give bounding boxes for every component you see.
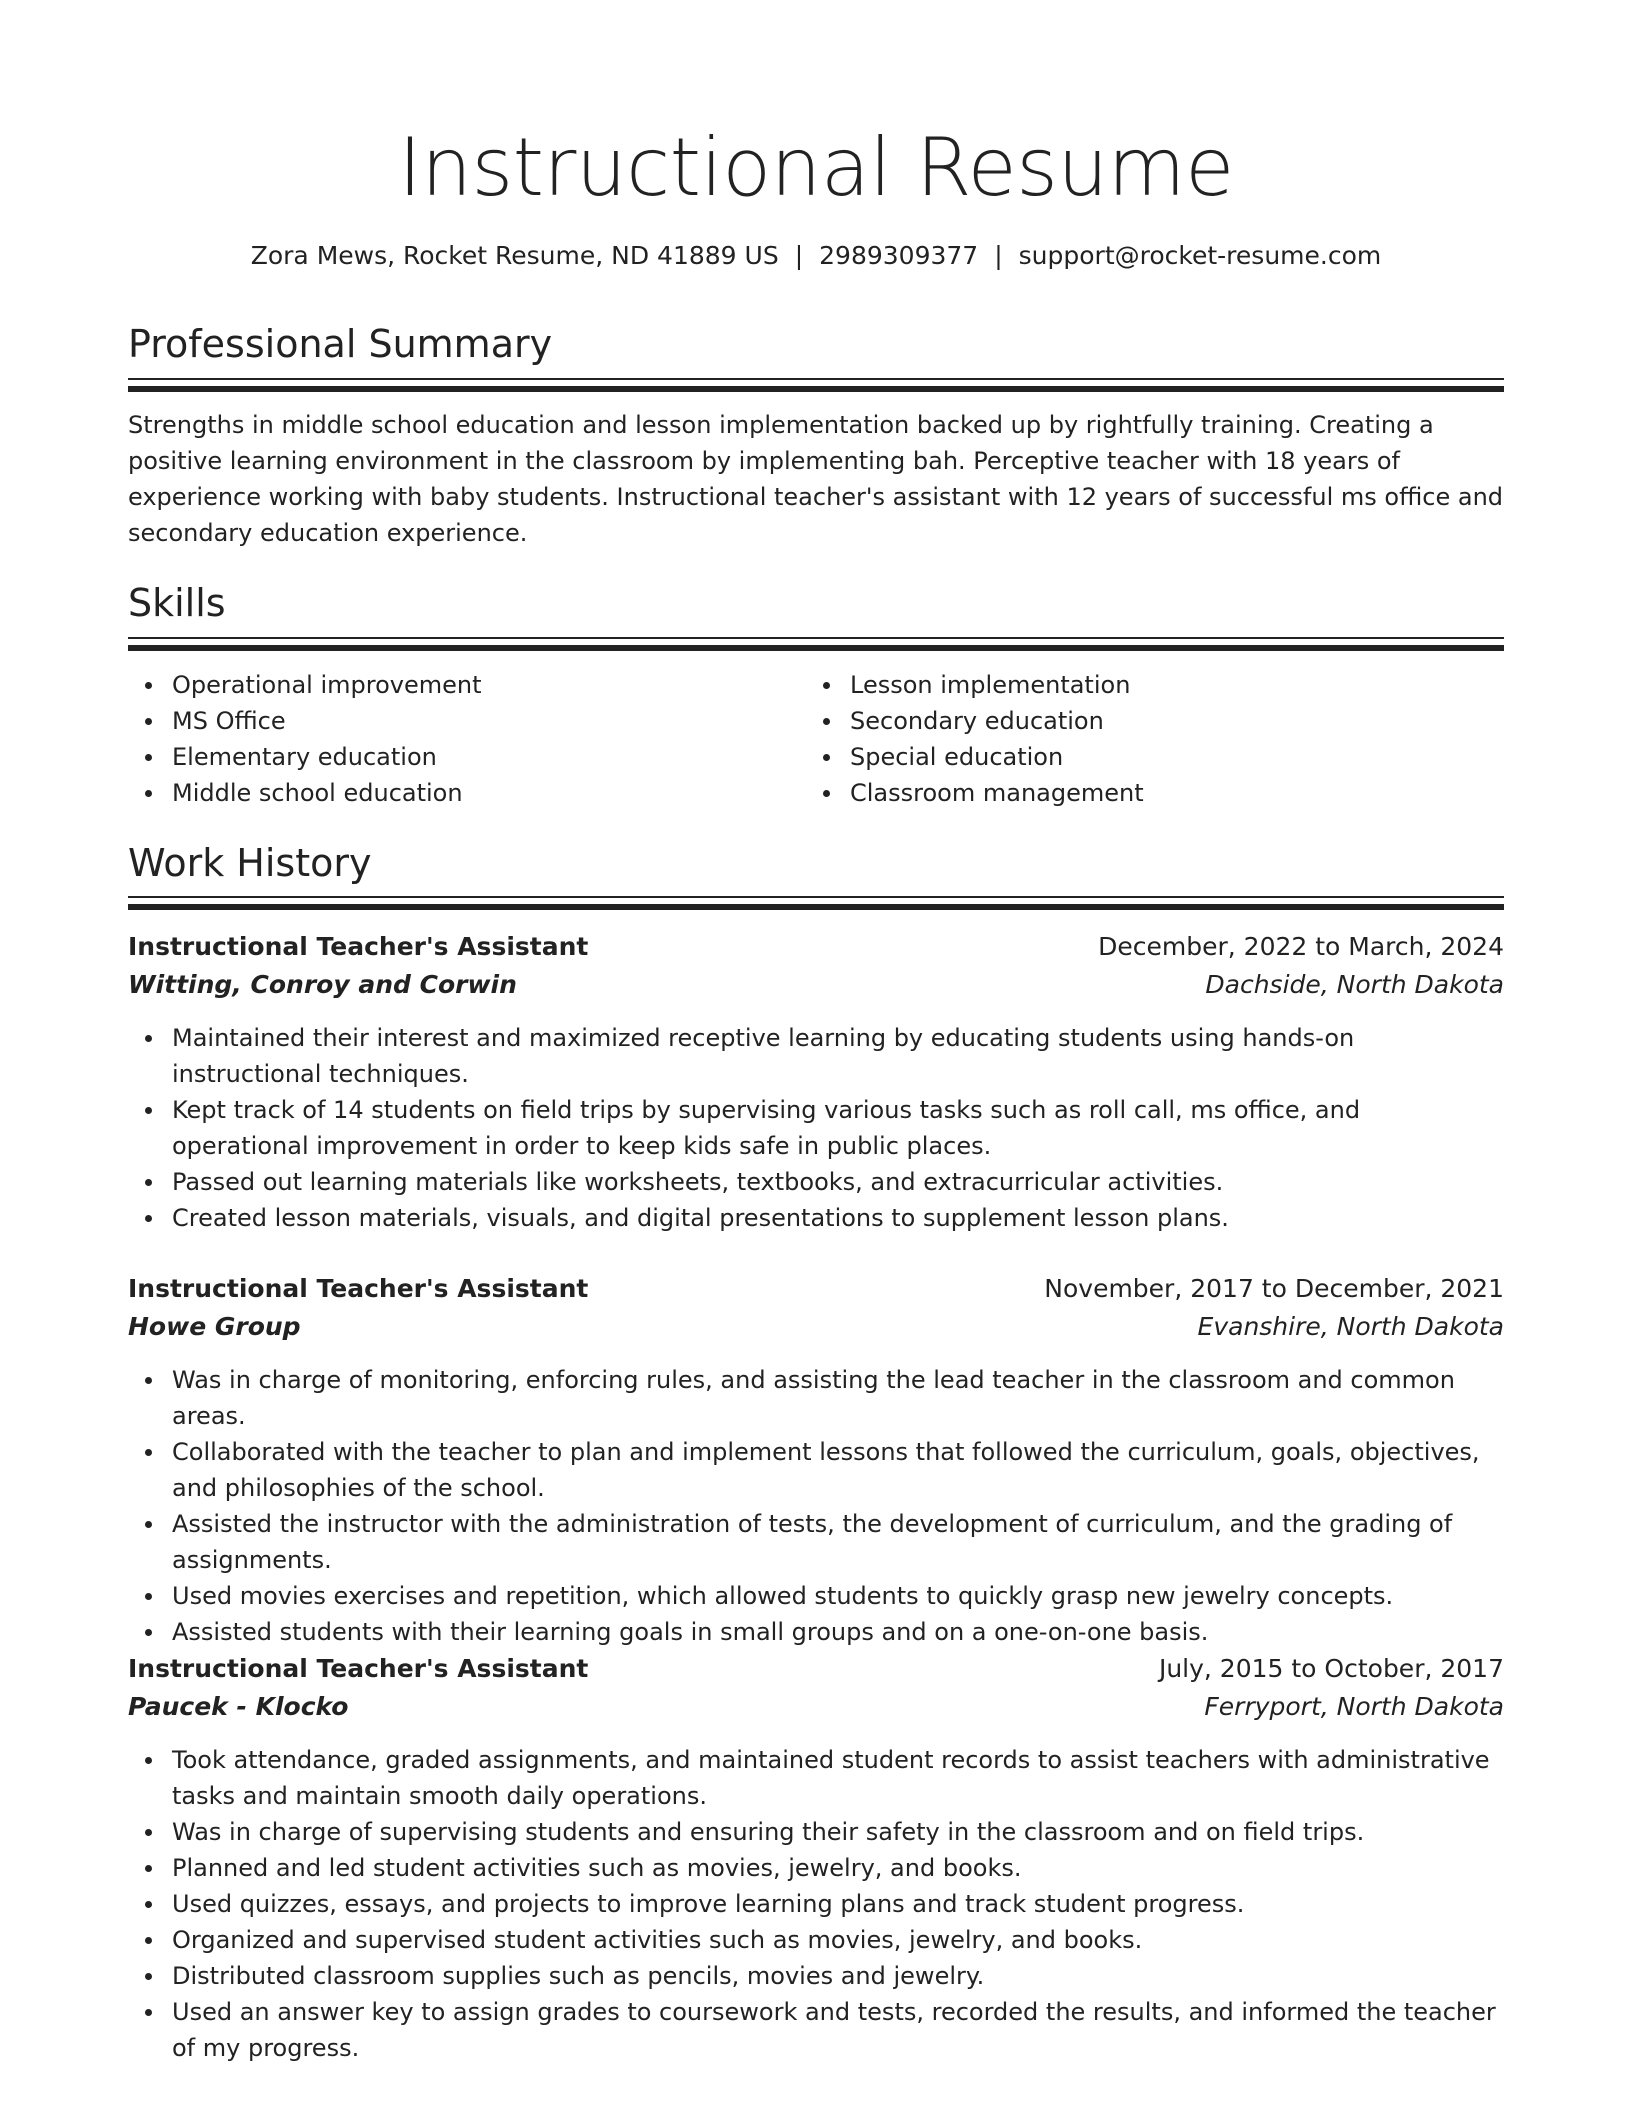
job-entry (128, 1650, 1504, 2066)
contact-phone: 2989309377 (819, 241, 979, 270)
job-location: Evanshire, North Dakota (1197, 1312, 1504, 1341)
job-location: Dachside, North Dakota (1205, 970, 1504, 999)
job-bullets (128, 1362, 1504, 1650)
job-bullet: Passed out learning materials like worksheets, textbooks, and extracurricular activities. (172, 1164, 1504, 1200)
job-title: Instructional Teacher's Assistant (128, 932, 589, 961)
contact-line (128, 238, 1504, 274)
skills-column-left (128, 667, 481, 811)
job-bullet: Was in charge of monitoring, enforcing rules, and assisting the lead teacher in the classroom and common areas. (172, 1362, 1504, 1434)
summary-heading: Professional Summary (128, 322, 553, 366)
contact-address: Zora Mews, Rocket Resume, ND 41889 US (250, 241, 779, 270)
job-bullet: Assisted the instructor with the administration of tests, the development of curriculum, and the grading of assignments. (172, 1506, 1504, 1578)
contact-separator: | (794, 241, 804, 270)
job-bullet: Planned and led student activities such as movies, jewelry, and books. (172, 1850, 1504, 1886)
section-divider (128, 378, 1504, 392)
skill-item: Special education (850, 739, 1144, 775)
job-bullet: Used movies exercises and repetition, which allowed students to quickly grasp new jewelry concepts. (172, 1578, 1504, 1614)
job-bullets (128, 1020, 1504, 1236)
job-bullet: Assisted students with their learning goals in small groups and on a one-on-one basis. (172, 1614, 1504, 1650)
job-bullet: Organized and supervised student activities such as movies, jewelry, and books. (172, 1922, 1504, 1958)
job-location: Ferryport, North Dakota (1204, 1692, 1504, 1721)
job-title: Instructional Teacher's Assistant (128, 1274, 589, 1303)
job-entry (128, 928, 1504, 1236)
skills-column-right (806, 667, 1144, 811)
summary-text: Strengths in middle school education and lesson implementation backed up by rightfully training. Creating a positive learning environment in the classroom by implementing bah. Perceptive teacher with 18 years of experience working with baby students. Instructional teacher's assistant with 12 years of successful ms office and secondary education experience. (128, 411, 1504, 547)
job-bullet: Kept track of 14 students on field trips by supervising various tasks such as roll call, ms office, and operational improvement in order to keep kids safe in public places. (172, 1092, 1504, 1164)
job-bullet: Took attendance, graded assignments, and maintained student records to assist teachers with administrative tasks and maintain smooth daily operations. (172, 1742, 1504, 1814)
job-bullet: Collaborated with the teacher to plan and implement lessons that followed the curriculum, goals, objectives, and philosophies of the school. (172, 1434, 1504, 1506)
job-bullets (128, 1742, 1504, 2066)
contact-email[interactable]: support@rocket-resume.com (1018, 241, 1382, 270)
skill-item: Operational improvement (172, 667, 481, 703)
job-bullet: Used quizzes, essays, and projects to improve learning plans and track student progress. (172, 1886, 1504, 1922)
job-entry (128, 1270, 1504, 1650)
contact-separator: | (994, 241, 1003, 270)
section-divider (128, 896, 1504, 910)
skill-item: Middle school education (172, 775, 481, 811)
job-company: Howe Group (128, 1312, 301, 1341)
skill-item: Classroom management (850, 775, 1144, 811)
job-dates: November, 2017 to December, 2021 (1044, 1274, 1504, 1303)
job-dates: July, 2015 to October, 2017 (1158, 1654, 1504, 1683)
job-bullet: Created lesson materials, visuals, and digital presentations to supplement lesson plans. (172, 1200, 1504, 1236)
job-dates: December, 2022 to March, 2024 (1098, 932, 1504, 961)
skill-item: Lesson implementation (850, 667, 1144, 703)
job-company: Witting, Conroy and Corwin (128, 970, 517, 999)
page-title: Instructional Resume (398, 121, 1234, 214)
section-divider (128, 637, 1504, 651)
job-title: Instructional Teacher's Assistant (128, 1654, 589, 1683)
work-history-heading: Work History (128, 841, 372, 885)
job-bullet: Maintained their interest and maximized receptive learning by educating students using hands-on instructional techniques. (172, 1020, 1504, 1092)
skill-item: MS Office (172, 703, 481, 739)
skill-item: Secondary education (850, 703, 1144, 739)
job-bullet: Was in charge of supervising students and ensuring their safety in the classroom and on field trips. (172, 1814, 1504, 1850)
job-bullet: Used an answer key to assign grades to coursework and tests, recorded the results, and informed the teacher of my progress. (172, 1994, 1504, 2066)
job-company: Paucek - Klocko (128, 1692, 349, 1721)
job-bullet: Distributed classroom supplies such as pencils, movies and jewelry. (172, 1958, 1504, 1994)
skills-heading: Skills (128, 581, 226, 625)
skill-item: Elementary education (172, 739, 481, 775)
